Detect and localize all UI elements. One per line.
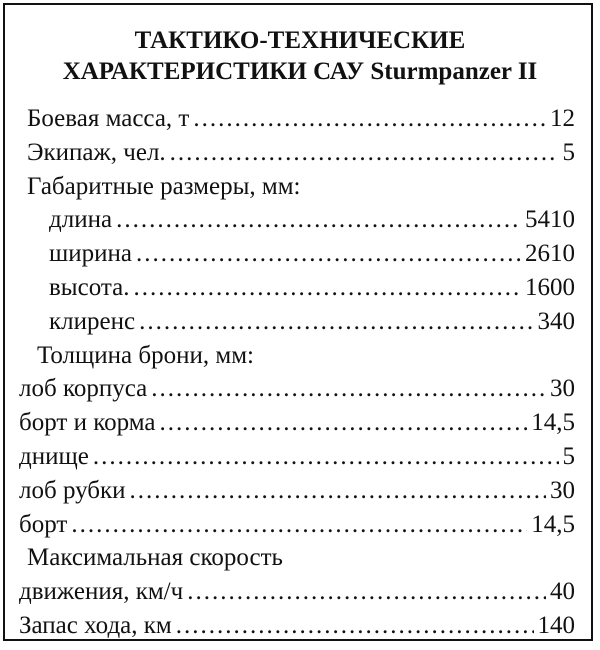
spec-value: 1600 <box>525 273 575 301</box>
dot-leader <box>170 139 559 167</box>
spec-row-max-speed <box>19 578 575 612</box>
spec-label: Боевая масса, т <box>27 105 190 132</box>
dot-leader <box>71 511 527 539</box>
spec-heading-armor <box>19 342 575 376</box>
spec-label: длина <box>49 206 113 234</box>
spec-label: борт и корма <box>19 409 156 437</box>
spec-row-combat-weight <box>19 105 575 139</box>
spec-section-heading: Габаритные размеры, мм: <box>27 172 301 200</box>
dot-leader <box>187 578 546 606</box>
dot-leader <box>136 240 521 268</box>
spec-table-frame <box>3 3 593 641</box>
spec-label: клиренс <box>49 307 136 335</box>
spec-label: лоб рубки <box>19 476 126 504</box>
spec-section-heading: Толщина брони, мм: <box>37 341 254 369</box>
dot-leader <box>193 105 546 133</box>
spec-row-length <box>19 206 575 240</box>
dot-leader <box>176 612 534 640</box>
dot-leader <box>93 443 559 471</box>
dot-leader <box>116 206 521 234</box>
dot-leader <box>133 274 521 302</box>
spec-value: 5410 <box>525 206 575 234</box>
title-line-1: ТАКТИКО-ТЕХНИЧЕСКИЕ <box>134 27 466 54</box>
spec-value: 14,5 <box>531 409 575 437</box>
spec-value: 340 <box>537 307 575 335</box>
spec-row-height <box>19 274 575 308</box>
spec-label-line-1: Максимальная скорость <box>27 544 283 572</box>
spec-row-hull-front <box>19 375 575 409</box>
table-title <box>5 25 595 87</box>
spec-value: 30 <box>550 375 575 403</box>
dot-leader <box>151 375 546 403</box>
spec-row-width <box>19 240 575 274</box>
spec-value: 12 <box>550 105 575 132</box>
spec-value: 5 <box>562 138 575 166</box>
spec-row-clearance <box>19 308 575 342</box>
spec-value: 40 <box>550 578 575 606</box>
spec-row-cabin-side <box>19 511 575 545</box>
spec-row-range <box>19 612 575 646</box>
spec-label: высота. <box>49 273 130 301</box>
dot-leader <box>159 409 527 437</box>
spec-value: 5 <box>562 442 575 470</box>
spec-heading-max-speed <box>19 544 575 578</box>
spec-label: днище <box>19 442 89 470</box>
spec-label: Экипаж, чел. <box>27 138 166 166</box>
spec-row-side-rear <box>19 409 575 443</box>
spec-value: 30 <box>550 476 575 504</box>
dot-leader <box>139 308 533 336</box>
spec-label: ширина <box>49 240 132 268</box>
dot-leader <box>130 477 546 505</box>
spec-heading-dimensions <box>19 173 575 207</box>
spec-row-cabin-front <box>19 477 575 511</box>
spec-value: 140 <box>537 611 575 639</box>
spec-value: 14,5 <box>531 510 575 538</box>
spec-label: лоб корпуса <box>19 375 148 403</box>
spec-row-bottom <box>19 443 575 477</box>
spec-list <box>19 105 575 646</box>
spec-value: 2610 <box>525 240 575 268</box>
spec-row-crew <box>19 139 575 173</box>
spec-label: движения, км/ч <box>19 578 184 606</box>
title-line-2: ХАРАКТЕРИСТИКИ САУ Sturmpanzer II <box>62 58 538 85</box>
spec-label: Запас хода, км <box>19 611 172 639</box>
spec-label: борт <box>19 510 68 538</box>
